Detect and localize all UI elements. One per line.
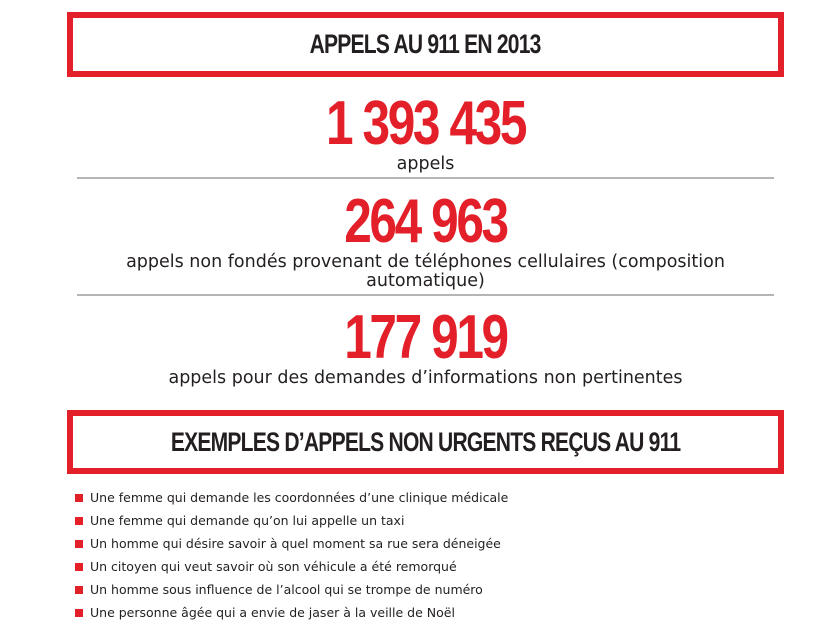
list-item <box>75 578 508 601</box>
square-bullet-icon <box>75 540 83 548</box>
stat-total-calls <box>77 89 774 174</box>
stat-irrelevant-calls <box>77 303 774 388</box>
list-item-text: Un homme sous influence de l’alcool qui se trompe de numéro <box>90 582 483 597</box>
list-item-text: Un homme qui désire savoir à quel moment sa rue sera déneigée <box>90 536 501 551</box>
square-bullet-icon <box>75 609 83 617</box>
divider <box>77 177 774 179</box>
list-item-text: Une personne âgée qui a envie de jaser à la veille de Noël <box>90 605 455 620</box>
stat-number: 1 393 435 <box>325 89 526 158</box>
list-item <box>75 486 508 509</box>
header-banner <box>67 12 784 77</box>
examples-list <box>75 486 508 624</box>
stat-label: appels <box>396 154 455 174</box>
examples-title: EXEMPLES D’APPELS NON URGENTS REÇUS AU 911 <box>170 426 681 457</box>
list-item <box>75 532 508 555</box>
square-bullet-icon <box>75 517 83 525</box>
list-item-text: Une femme qui demande les coordonnées d’une clinique médicale <box>90 490 509 505</box>
stat-number: 177 919 <box>344 303 507 372</box>
square-bullet-icon <box>75 586 83 594</box>
stat-label: appels non fondés provenant de téléphones cellulaires (composition automatique) <box>126 252 725 291</box>
list-item <box>75 555 508 578</box>
stat-unfounded-calls <box>77 187 774 291</box>
stat-label: appels pour des demandes d’informations non pertinentes <box>168 368 683 388</box>
examples-banner <box>67 410 784 474</box>
stat-number: 264 963 <box>344 187 507 256</box>
list-item <box>75 509 508 532</box>
list-item-text: Un citoyen qui veut savoir où son véhicule a été remorqué <box>90 559 457 574</box>
list-item <box>75 601 508 624</box>
divider <box>77 294 774 296</box>
page-title: APPELS AU 911 EN 2013 <box>309 29 541 59</box>
square-bullet-icon <box>75 494 83 502</box>
square-bullet-icon <box>75 563 83 571</box>
list-item-text: Une femme qui demande qu’on lui appelle un taxi <box>90 513 405 528</box>
